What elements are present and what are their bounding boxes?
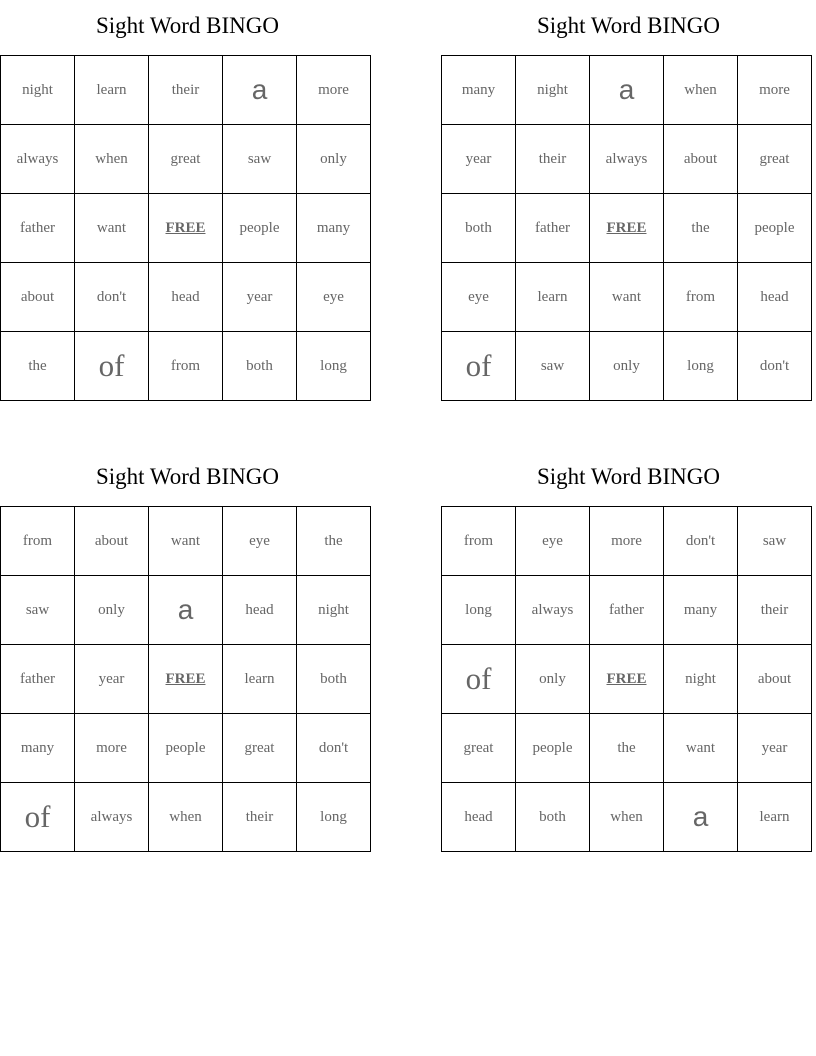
grid-cell: the	[297, 507, 371, 576]
grid-cell: both	[297, 645, 371, 714]
grid-cell: many	[297, 194, 371, 263]
grid-cell: a	[664, 783, 738, 852]
card-title: Sight Word BINGO	[95, 464, 279, 489]
grid-cell: don't	[738, 332, 812, 401]
grid-cell: their	[738, 576, 812, 645]
grid-cell: the	[664, 194, 738, 263]
grid-cell: saw	[516, 332, 590, 401]
grid-cell: night	[1, 56, 75, 125]
grid-cell: night	[297, 576, 371, 645]
grid-cell: more	[297, 56, 371, 125]
grid-row	[1, 56, 371, 125]
grid-cell: always	[1, 125, 75, 194]
free-space-cell: FREE	[590, 194, 664, 263]
grid-cell: long	[297, 783, 371, 852]
grid-cell: people	[149, 714, 223, 783]
grid-cell: a	[149, 576, 223, 645]
grid-row	[442, 263, 812, 332]
grid-cell: learn	[75, 56, 149, 125]
grid-cell: the	[590, 714, 664, 783]
grid-cell: only	[590, 332, 664, 401]
grid-cell: about	[75, 507, 149, 576]
grid-cell: of	[1, 783, 75, 852]
grid-cell: a	[590, 56, 664, 125]
grid-cell: more	[75, 714, 149, 783]
grid-cell: from	[664, 263, 738, 332]
grid-cell: when	[664, 56, 738, 125]
grid-row	[442, 783, 812, 852]
grid-cell: head	[223, 576, 297, 645]
grid-cell: great	[223, 714, 297, 783]
grid-row	[442, 194, 812, 263]
free-space-cell: FREE	[590, 645, 664, 714]
grid-cell: father	[590, 576, 664, 645]
bingo-grid	[0, 506, 371, 852]
grid-cell: eye	[516, 507, 590, 576]
grid-cell: only	[75, 576, 149, 645]
grid-cell: about	[738, 645, 812, 714]
card-title: Sight Word BINGO	[536, 13, 720, 38]
grid-cell: head	[738, 263, 812, 332]
grid-cell: father	[516, 194, 590, 263]
grid-row	[1, 714, 371, 783]
grid-cell: eye	[223, 507, 297, 576]
grid-cell: both	[223, 332, 297, 401]
free-space-cell: FREE	[149, 194, 223, 263]
grid-row	[1, 125, 371, 194]
bingo-grid	[0, 55, 371, 401]
grid-cell: want	[75, 194, 149, 263]
grid-cell: more	[738, 56, 812, 125]
bingo-grid	[441, 55, 812, 401]
grid-cell: from	[1, 507, 75, 576]
grid-cell: great	[738, 125, 812, 194]
grid-cell: when	[149, 783, 223, 852]
grid-cell: their	[516, 125, 590, 194]
bingo-grid	[441, 506, 812, 852]
grid-row	[442, 507, 812, 576]
grid-cell: only	[297, 125, 371, 194]
grid-cell: don't	[297, 714, 371, 783]
grid-cell: father	[1, 194, 75, 263]
grid-cell: always	[516, 576, 590, 645]
grid-cell: always	[590, 125, 664, 194]
grid-row	[442, 125, 812, 194]
grid-cell: learn	[516, 263, 590, 332]
grid-cell: saw	[738, 507, 812, 576]
grid-cell: year	[223, 263, 297, 332]
grid-cell: great	[149, 125, 223, 194]
grid-row	[1, 645, 371, 714]
grid-cell: year	[738, 714, 812, 783]
grid-cell: only	[516, 645, 590, 714]
grid-cell: the	[1, 332, 75, 401]
grid-row	[442, 56, 812, 125]
grid-row	[1, 576, 371, 645]
grid-row	[1, 263, 371, 332]
grid-cell: many	[1, 714, 75, 783]
grid-cell: their	[223, 783, 297, 852]
grid-row	[442, 714, 812, 783]
grid-cell: always	[75, 783, 149, 852]
grid-cell: about	[664, 125, 738, 194]
grid-row	[1, 507, 371, 576]
grid-cell: long	[664, 332, 738, 401]
grid-cell: long	[442, 576, 516, 645]
grid-cell: of	[75, 332, 149, 401]
grid-cell: long	[297, 332, 371, 401]
grid-cell: about	[1, 263, 75, 332]
grid-row	[442, 645, 812, 714]
grid-cell: people	[516, 714, 590, 783]
grid-cell: father	[1, 645, 75, 714]
grid-cell: great	[442, 714, 516, 783]
grid-cell: a	[223, 56, 297, 125]
grid-cell: head	[149, 263, 223, 332]
grid-cell: when	[75, 125, 149, 194]
grid-cell: want	[664, 714, 738, 783]
grid-cell: year	[442, 125, 516, 194]
grid-row	[1, 332, 371, 401]
grid-cell: from	[149, 332, 223, 401]
grid-row	[1, 194, 371, 263]
grid-cell: eye	[442, 263, 516, 332]
grid-cell: don't	[664, 507, 738, 576]
grid-cell: many	[664, 576, 738, 645]
grid-row	[1, 783, 371, 852]
grid-cell: both	[516, 783, 590, 852]
grid-cell: people	[738, 194, 812, 263]
grid-cell: head	[442, 783, 516, 852]
grid-cell: want	[590, 263, 664, 332]
grid-cell: year	[75, 645, 149, 714]
grid-cell: eye	[297, 263, 371, 332]
grid-cell: of	[442, 645, 516, 714]
grid-cell: saw	[223, 125, 297, 194]
grid-cell: many	[442, 56, 516, 125]
grid-cell: from	[442, 507, 516, 576]
grid-cell: when	[590, 783, 664, 852]
grid-cell: don't	[75, 263, 149, 332]
card-title: Sight Word BINGO	[95, 13, 279, 38]
grid-cell: night	[516, 56, 590, 125]
grid-cell: their	[149, 56, 223, 125]
grid-cell: want	[149, 507, 223, 576]
grid-cell: both	[442, 194, 516, 263]
grid-cell: night	[664, 645, 738, 714]
grid-cell: learn	[738, 783, 812, 852]
grid-cell: more	[590, 507, 664, 576]
grid-cell: people	[223, 194, 297, 263]
grid-cell: learn	[223, 645, 297, 714]
grid-row	[442, 576, 812, 645]
grid-cell: of	[442, 332, 516, 401]
card-title: Sight Word BINGO	[536, 464, 720, 489]
grid-row	[442, 332, 812, 401]
free-space-cell: FREE	[149, 645, 223, 714]
grid-cell: saw	[1, 576, 75, 645]
